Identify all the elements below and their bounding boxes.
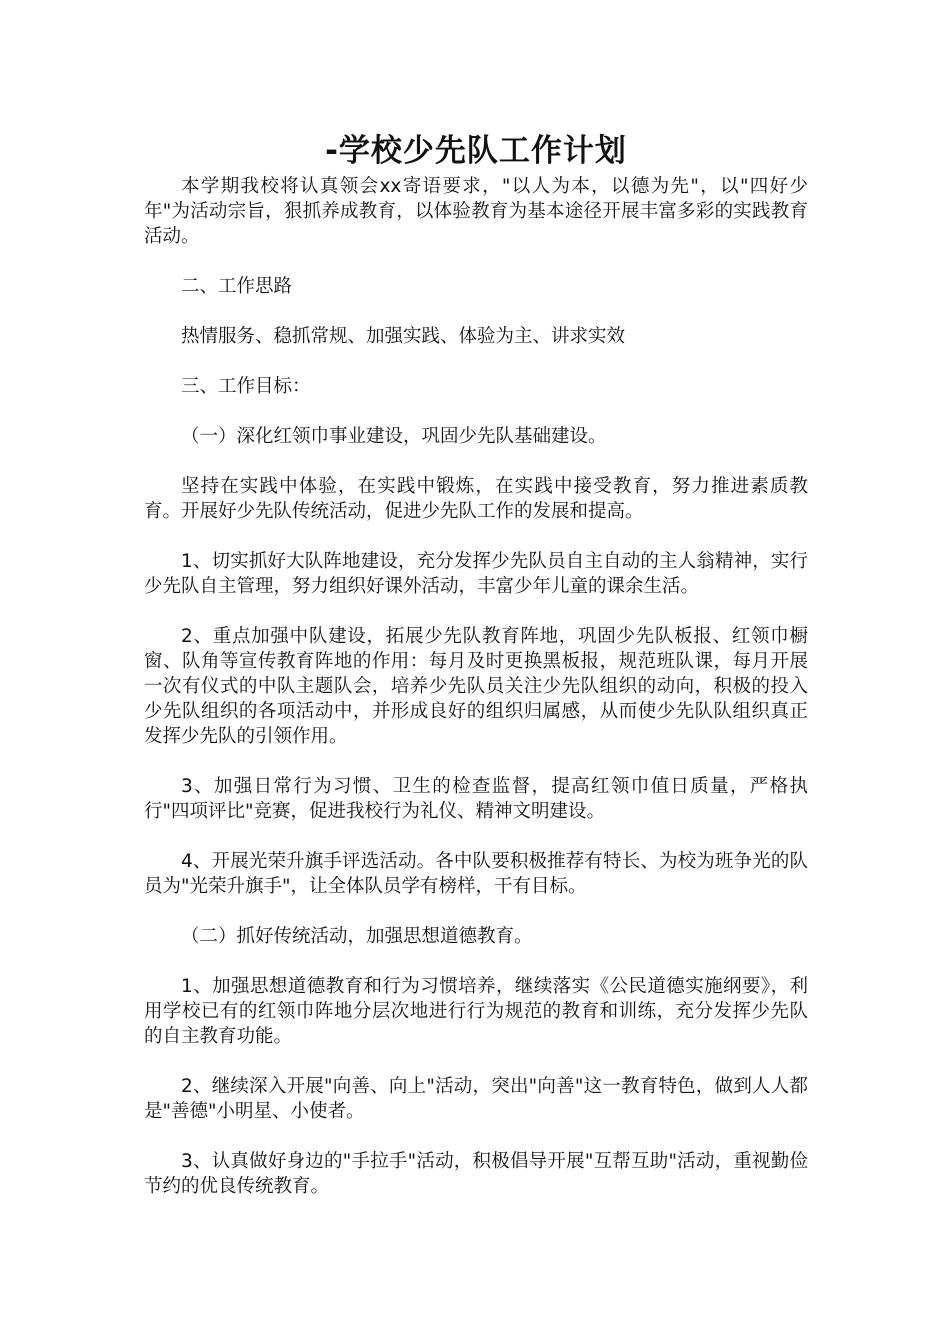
paragraph-item-1-2: 2、重点加强中队建设，拓展少先队教育阵地，巩固少先队板报、红领巾橱窗、队角等宣传教育阵地的作用：每月及时更换黑板报，规范班队课，每月开展一次有仪式的中队主题队会，培养少先队员关注少先队组织的动向，积极的投入少先队组织的各项活动中，并形成良好的组织归属感，从而使少先队队组织真正发挥少先队的引领作用。	[144, 626, 808, 747]
paragraph-item-2-1: 1、加强思想道德教育和行为习惯培养，继续落实《公民道德实施纲要》，利用学校已有的红领巾阵地分层次地进行行为规范的教育和训练，充分发挥少先队的自主教育功能。	[144, 976, 808, 1047]
paragraph-item-2-3: 3、认真做好身边的"手拉手"活动，积极倡导开展"互帮互助"活动，重视勤俭节约的优良传统教育。	[144, 1151, 808, 1197]
document-page	[144, 128, 808, 1199]
paragraph-practice: 坚持在实践中体验，在实践中锻炼，在实践中接受教育，努力推进素质教育。开展好少先队传统活动，促进少先队工作的发展和提高。	[144, 476, 808, 522]
paragraph-work-approach: 热情服务、稳抓常规、加强实践、体验为主、讲求实效	[181, 326, 626, 347]
heading-work-approach: 二、工作思路	[181, 276, 293, 297]
paragraph-intro: 本学期我校将认真领会xx寄语要求，"以人为本，以德为先"，以"四好少年"为活动宗旨，狠抓养成教育，以体验教育为基本途径开展丰富多彩的实践教育活动。	[144, 176, 808, 247]
paragraph-item-1-3: 3、加强日常行为习惯、卫生的检查监督，提高红领巾值日质量，严格执行"四项评比"竞赛，促进我校行为礼仪、精神文明建设。	[144, 776, 808, 822]
document-title: -学校少先队工作计划	[325, 133, 627, 169]
subheading-goal-1: （一）深化红领巾事业建设，巩固少先队基础建设。	[181, 426, 607, 447]
heading-work-goals: 三、工作目标：	[181, 376, 311, 397]
paragraph-item-2-2: 2、继续深入开展"向善、向上"活动，突出"向善"这一教育特色，做到人人都是"善德"小明星、小使者。	[144, 1076, 808, 1122]
subheading-goal-2: （二）抓好传统活动，加强思想道德教育。	[181, 926, 533, 947]
paragraph-item-1-1: 1、切实抓好大队阵地建设，充分发挥少先队员自主自动的主人翁精神，实行少先队自主管理，努力组织好课外活动，丰富少年儿童的课余生活。	[144, 551, 808, 597]
paragraph-item-1-4: 4、开展光荣升旗手评选活动。各中队要积极推荐有特长、为校为班争光的队员为"光荣升旗手"，让全体队员学有榜样，干有目标。	[144, 851, 808, 897]
